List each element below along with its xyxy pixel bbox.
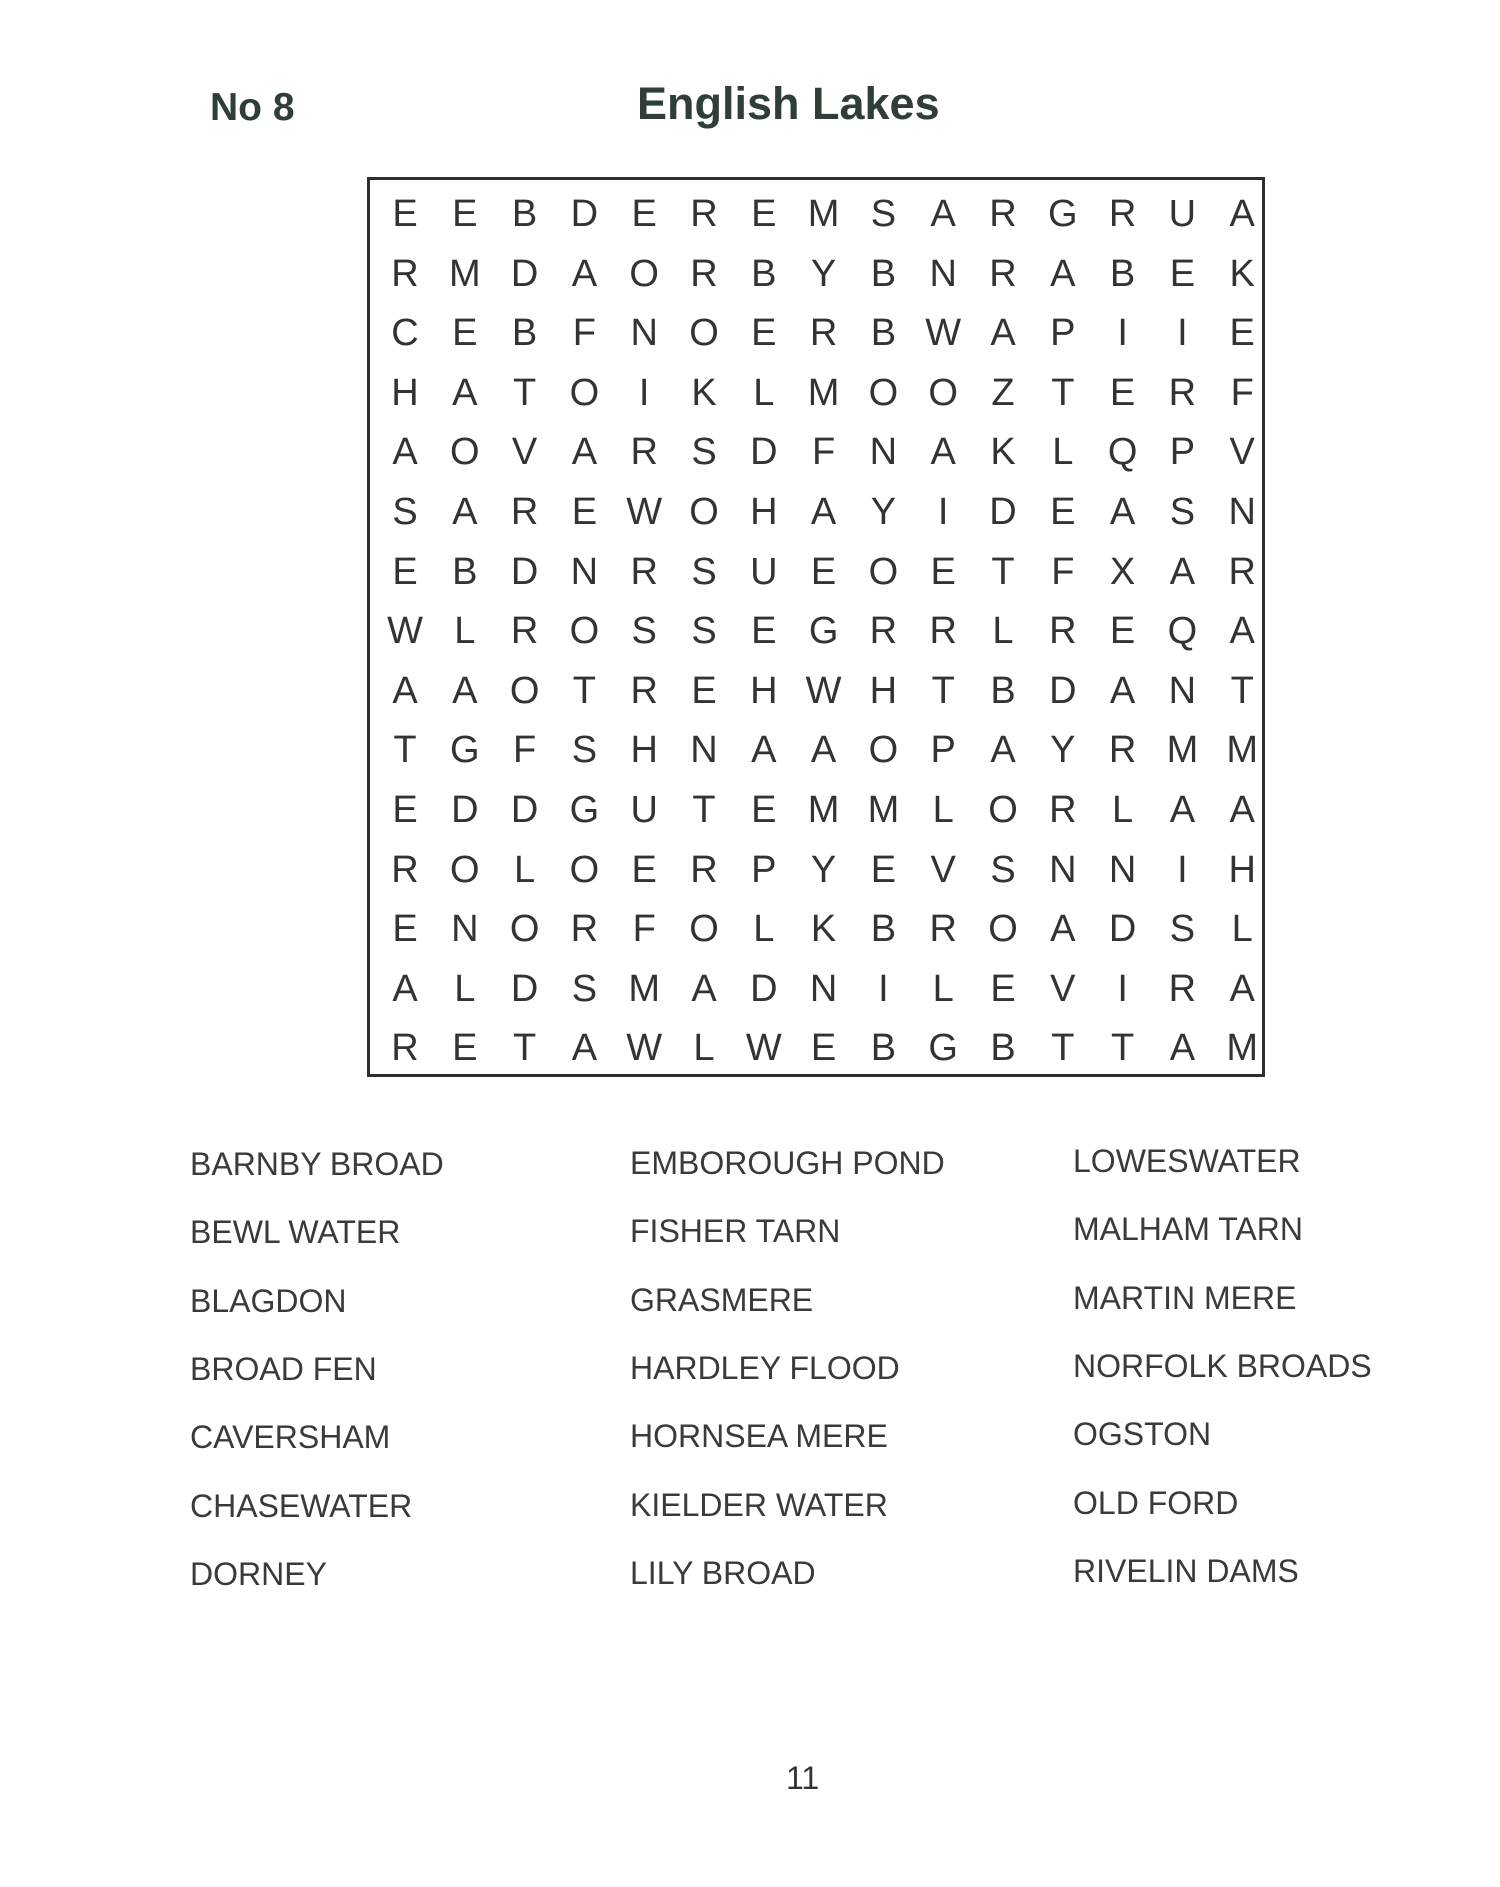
grid-letter[interactable]: O (689, 312, 719, 355)
grid-letter[interactable]: Z (991, 371, 1015, 414)
grid-letter[interactable]: W (925, 312, 962, 355)
grid-letter[interactable]: I (1117, 312, 1128, 355)
grid-letter[interactable]: R (1049, 789, 1077, 831)
grid-letter[interactable]: R (809, 312, 838, 355)
grid-letter[interactable]: Y (1050, 729, 1076, 772)
grid-letter[interactable]: N (1228, 491, 1256, 533)
grid-letter[interactable]: N (690, 729, 718, 772)
grid-letter[interactable]: S (631, 610, 657, 653)
grid-letter[interactable]: E (691, 669, 717, 712)
page-title: English Lakes (637, 78, 940, 129)
grid-row (370, 899, 1262, 959)
word-list-item: BEWL WATER (190, 1214, 401, 1251)
grid-letter[interactable]: S (691, 550, 717, 593)
grid-letter[interactable]: E (1169, 252, 1196, 295)
grid-letter[interactable]: G (450, 729, 480, 772)
grid-letter[interactable]: S (571, 967, 598, 1010)
grid-letter[interactable]: T (1051, 1027, 1075, 1070)
grid-letter[interactable]: H (1228, 848, 1256, 891)
grid-letter[interactable]: O (569, 371, 600, 414)
grid-row (370, 422, 1262, 482)
grid-letter[interactable]: D (510, 789, 539, 831)
grid-letter[interactable]: B (511, 312, 538, 355)
grid-letter[interactable]: E (930, 550, 956, 593)
grid-letter[interactable]: I (878, 967, 889, 1010)
grid-letter[interactable]: O (629, 252, 659, 295)
grid-letter[interactable]: L (693, 1027, 715, 1070)
grid-letter[interactable]: H (630, 729, 658, 772)
letter-grid (367, 177, 1265, 1077)
word-list-item: OGSTON (1073, 1416, 1212, 1453)
grid-letter[interactable]: A (452, 669, 478, 712)
grid-letter[interactable]: T (991, 550, 1015, 593)
word-list-item: HARDLEY FLOOD (630, 1349, 900, 1386)
grid-letter[interactable]: R (1049, 610, 1077, 653)
grid-letter[interactable]: A (691, 967, 717, 1010)
word-list-item: GRASMERE (630, 1281, 814, 1318)
grid-letter[interactable]: O (450, 431, 480, 474)
grid-letter[interactable]: G (808, 610, 839, 653)
grid-letter[interactable]: T (512, 371, 537, 414)
grid-row (370, 303, 1262, 363)
grid-letter[interactable]: R (989, 252, 1017, 295)
grid-letter[interactable]: V (1050, 967, 1076, 1010)
puzzle-number: No 8 (210, 86, 295, 129)
grid-letter[interactable]: M (807, 193, 840, 235)
grid-row (370, 840, 1262, 900)
word-list-item: CHASEWATER (190, 1487, 413, 1524)
grid-letter[interactable]: T (1230, 669, 1254, 712)
grid-letter[interactable]: P (751, 848, 777, 891)
grid-letter[interactable]: E (1109, 371, 1136, 414)
grid-letter[interactable]: T (1051, 371, 1075, 414)
grid-letter[interactable]: A (1109, 491, 1136, 533)
grid-letter[interactable]: T (572, 669, 596, 712)
grid-letter[interactable]: A (392, 967, 418, 1010)
grid-letter[interactable]: A (810, 491, 837, 533)
grid-letter[interactable]: A (990, 729, 1016, 772)
page-number: 11 (786, 1760, 820, 1796)
grid-letter[interactable]: A (1229, 967, 1255, 1010)
grid-row (370, 780, 1262, 840)
grid-letter[interactable]: N (929, 252, 957, 295)
grid-letter[interactable]: R (570, 908, 599, 951)
grid-letter[interactable]: O (988, 789, 1018, 831)
grid-letter[interactable]: L (992, 610, 1014, 653)
grid-letter[interactable]: S (691, 610, 717, 653)
grid-letter[interactable]: T (512, 1027, 537, 1070)
grid-letter[interactable]: K (691, 371, 717, 414)
grid-letter[interactable]: W (387, 610, 423, 653)
grid-letter[interactable]: K (990, 431, 1016, 474)
grid-letter[interactable]: E (1050, 491, 1076, 533)
grid-letter[interactable]: M (807, 371, 840, 414)
grid-letter[interactable]: L (1112, 789, 1134, 831)
grid-letter[interactable]: B (452, 550, 478, 593)
grid-letter[interactable]: S (571, 729, 598, 772)
grid-letter[interactable]: L (932, 789, 954, 831)
grid-letter[interactable]: R (1168, 967, 1197, 1010)
grid-letter[interactable]: Y (810, 252, 837, 295)
grid-letter[interactable]: B (990, 669, 1016, 712)
grid-letter[interactable]: D (510, 252, 539, 295)
word-list-item: NORFOLK BROADS (1073, 1347, 1372, 1384)
word-list-item: LOWESWATER (1073, 1143, 1301, 1179)
grid-row (370, 720, 1262, 780)
grid-letter[interactable]: V (930, 848, 956, 891)
grid-letter[interactable]: D (510, 967, 539, 1010)
grid-letter[interactable]: O (569, 848, 600, 891)
grid-letter[interactable]: L (1052, 431, 1074, 474)
grid-letter[interactable]: O (868, 550, 899, 593)
grid-letter[interactable]: D (750, 431, 778, 474)
word-list-item: HORNSEA MERE (630, 1418, 888, 1455)
grid-letter[interactable]: S (1169, 908, 1196, 951)
grid-letter[interactable]: L (1231, 908, 1253, 951)
grid-letter[interactable]: A (1229, 789, 1255, 831)
grid-letter[interactable]: A (751, 729, 777, 772)
word-list-item: OLD FORD (1073, 1484, 1239, 1521)
grid-letter[interactable]: R (989, 193, 1017, 235)
grid-letter[interactable]: A (1169, 1027, 1196, 1070)
grid-row (370, 363, 1262, 423)
grid-letter[interactable]: E (810, 550, 837, 593)
word-list-item: RIVELIN DAMS (1073, 1552, 1299, 1589)
grid-letter[interactable]: I (638, 371, 650, 414)
grid-letter[interactable]: A (1050, 252, 1076, 295)
grid-letter[interactable]: T (1110, 1027, 1135, 1070)
grid-letter[interactable]: W (805, 669, 842, 712)
grid-letter[interactable]: K (810, 908, 837, 951)
grid-letter[interactable]: R (391, 252, 419, 295)
word-list-item: BLAGDON (190, 1282, 347, 1319)
grid-letter[interactable]: A (571, 431, 598, 474)
grid-letter[interactable]: B (990, 1027, 1016, 1070)
grid-letter[interactable]: A (392, 431, 418, 474)
grid-letter[interactable]: O (450, 848, 480, 891)
grid-letter[interactable]: K (1229, 252, 1255, 295)
grid-letter[interactable]: R (1108, 193, 1137, 235)
grid-letter[interactable]: E (452, 312, 478, 355)
grid-letter[interactable]: S (990, 848, 1016, 891)
grid-letter[interactable]: M (867, 789, 900, 831)
grid-letter[interactable]: A (571, 252, 598, 295)
grid-letter[interactable]: R (690, 193, 718, 235)
grid-letter[interactable]: G (569, 789, 600, 831)
grid-letter[interactable]: R (630, 431, 658, 474)
grid-letter[interactable]: L (753, 371, 775, 414)
grid-row (370, 184, 1262, 244)
grid-letter[interactable]: A (1050, 908, 1076, 951)
grid-letter[interactable]: R (869, 610, 898, 653)
grid-letter[interactable]: P (930, 729, 956, 772)
grid-letter[interactable]: E (571, 491, 598, 533)
grid-letter[interactable]: U (630, 789, 658, 831)
grid-row (370, 542, 1262, 602)
grid-letter[interactable]: A (990, 312, 1016, 355)
grid-letter[interactable]: N (630, 312, 658, 355)
grid-letter[interactable]: D (1049, 669, 1077, 712)
word-list-item: MALHAM TARN (1073, 1211, 1303, 1248)
grid-letter[interactable]: F (632, 908, 656, 951)
grid-letter[interactable]: U (750, 550, 778, 593)
grid-letter[interactable]: A (1229, 193, 1255, 235)
grid-letter[interactable]: N (451, 908, 479, 951)
grid-letter[interactable]: H (750, 491, 778, 533)
grid-letter[interactable]: O (988, 908, 1018, 951)
grid-letter[interactable]: V (511, 431, 538, 474)
grid-letter[interactable]: A (810, 729, 837, 772)
grid-letter[interactable]: W (626, 1027, 663, 1070)
grid-letter[interactable]: E (392, 193, 418, 235)
grid-letter[interactable]: I (1117, 967, 1128, 1010)
grid-letter[interactable]: D (451, 789, 479, 831)
grid-letter[interactable]: O (509, 669, 540, 712)
grid-letter[interactable]: N (1049, 848, 1077, 891)
grid-letter[interactable]: E (392, 908, 418, 951)
grid-letter[interactable]: T (393, 729, 417, 772)
grid-row (370, 959, 1262, 1019)
grid-letter[interactable]: T (931, 669, 955, 712)
grid-letter[interactable]: H (391, 371, 419, 414)
grid-letter[interactable]: R (690, 848, 718, 891)
grid-letter[interactable]: O (868, 729, 899, 772)
grid-letter[interactable]: R (1168, 371, 1197, 414)
grid-letter[interactable]: A (452, 371, 478, 414)
grid-letter[interactable]: Q (1107, 431, 1138, 474)
grid-letter[interactable]: M (628, 967, 661, 1010)
grid-letter[interactable]: R (690, 252, 718, 295)
grid-letter[interactable]: O (689, 908, 719, 951)
grid-letter[interactable]: R (929, 908, 957, 951)
grid-letter[interactable]: E (1229, 312, 1255, 355)
grid-letter[interactable]: O (868, 371, 899, 414)
grid-letter[interactable]: I (937, 491, 949, 533)
grid-letter[interactable]: F (1051, 550, 1075, 593)
grid-letter[interactable]: E (631, 848, 657, 891)
grid-letter[interactable]: P (1050, 312, 1076, 355)
word-list-item: MARTIN MERE (1073, 1279, 1297, 1316)
grid-letter[interactable]: L (514, 848, 536, 891)
grid-letter[interactable]: V (1229, 431, 1255, 474)
grid-letter[interactable]: Q (1167, 610, 1198, 653)
grid-letter[interactable]: R (391, 848, 419, 891)
grid-letter[interactable]: M (1166, 729, 1199, 772)
grid-letter[interactable]: E (631, 193, 657, 235)
grid-letter[interactable]: F (572, 312, 596, 355)
grid-letter[interactable]: A (930, 431, 956, 474)
grid-letter[interactable]: F (512, 729, 537, 772)
grid-letter[interactable]: E (870, 848, 897, 891)
grid-letter[interactable]: E (810, 1027, 837, 1070)
grid-letter[interactable]: O (928, 371, 958, 414)
grid-letter[interactable]: N (809, 967, 838, 1010)
grid-row (370, 244, 1262, 304)
grid-letter[interactable]: O (509, 908, 540, 951)
grid-letter[interactable]: A (1229, 610, 1255, 653)
grid-letter[interactable]: W (745, 1027, 782, 1070)
grid-letter[interactable]: R (1108, 729, 1137, 772)
grid-letter[interactable]: D (510, 550, 539, 593)
grid-letter[interactable]: D (1108, 908, 1137, 951)
grid-letter[interactable]: N (1168, 669, 1197, 712)
grid-letter[interactable]: B (870, 908, 897, 951)
grid-row (370, 601, 1262, 661)
grid-letter[interactable]: E (990, 967, 1016, 1010)
grid-letter[interactable]: E (452, 1027, 478, 1070)
grid-letter[interactable]: N (869, 431, 898, 474)
grid-letter[interactable]: I (1177, 848, 1188, 891)
word-list-item: KIELDER WATER (630, 1486, 888, 1523)
grid-letter[interactable]: X (1109, 550, 1136, 593)
grid-letter[interactable]: R (630, 550, 658, 593)
grid-letter[interactable]: A (392, 669, 418, 712)
grid-letter[interactable]: D (989, 491, 1017, 533)
grid-letter[interactable]: F (811, 431, 836, 474)
grid-letter[interactable]: S (870, 193, 897, 235)
grid-letter[interactable]: S (691, 431, 717, 474)
grid-letter[interactable]: W (626, 491, 663, 533)
word-list-item: DORNEY (190, 1555, 327, 1592)
grid-letter[interactable]: A (1169, 789, 1196, 831)
word-list-item: EMBOROUGH POND (630, 1145, 945, 1181)
grid-letter[interactable]: E (1109, 610, 1136, 653)
grid-letter[interactable]: T (692, 789, 716, 831)
grid-letter[interactable]: N (570, 550, 599, 593)
grid-letter[interactable]: A (930, 193, 956, 235)
grid-letter[interactable]: A (452, 491, 478, 533)
grid-letter[interactable]: B (870, 312, 897, 355)
grid-letter[interactable]: B (511, 193, 538, 235)
word-list-item: BROAD FEN (190, 1350, 377, 1387)
grid-letter[interactable]: R (1228, 550, 1256, 593)
grid-letter[interactable]: B (870, 1027, 897, 1070)
grid-letter[interactable]: B (751, 252, 777, 295)
grid-letter[interactable]: M (448, 252, 481, 295)
grid-letter[interactable]: E (751, 610, 777, 653)
grid-letter[interactable]: L (753, 908, 775, 951)
grid-letter[interactable]: E (751, 193, 777, 235)
grid-letter[interactable]: R (630, 669, 658, 712)
grid-letter[interactable]: G (928, 1027, 958, 1070)
word-list-item: CAVERSHAM (190, 1419, 391, 1456)
grid-letter[interactable]: S (392, 491, 418, 533)
grid-letter[interactable]: E (751, 789, 777, 831)
grid-letter[interactable]: D (750, 967, 778, 1010)
grid-letter[interactable]: U (1168, 193, 1197, 235)
word-list-item: FISHER TARN (630, 1213, 841, 1250)
grid-letter[interactable]: H (869, 669, 898, 712)
grid-letter[interactable]: B (1109, 252, 1136, 295)
grid-letter[interactable]: Y (810, 848, 837, 891)
grid-row (370, 482, 1262, 542)
grid-row (370, 1018, 1262, 1078)
word-list-item: LILY BROAD (630, 1554, 816, 1591)
grid-letter[interactable]: R (391, 1027, 419, 1070)
grid-letter[interactable]: R (929, 610, 957, 653)
grid-letter[interactable]: M (807, 789, 840, 831)
grid-letter[interactable]: E (452, 193, 478, 235)
grid-letter[interactable]: L (454, 610, 476, 653)
grid-letter[interactable]: M (1226, 1027, 1259, 1070)
grid-letter[interactable]: L (454, 967, 476, 1010)
grid-row (370, 661, 1262, 721)
grid-letter[interactable]: A (1109, 669, 1136, 712)
grid-letter[interactable]: M (1226, 729, 1259, 772)
grid-letter[interactable]: Y (870, 491, 897, 533)
grid-letter[interactable]: N (1108, 848, 1137, 891)
grid-letter[interactable]: D (570, 193, 599, 235)
grid-letter[interactable]: B (870, 252, 897, 295)
grid-letter[interactable]: R (510, 491, 539, 533)
grid-letter[interactable]: P (1169, 431, 1196, 474)
grid-letter[interactable]: O (569, 610, 600, 653)
grid-letter[interactable]: I (1177, 312, 1188, 355)
grid-letter[interactable]: E (751, 312, 777, 355)
grid-letter[interactable]: F (1230, 371, 1254, 414)
grid-letter[interactable]: S (1169, 491, 1196, 533)
grid-letter[interactable]: A (1169, 550, 1196, 593)
grid-letter[interactable]: L (932, 967, 954, 1010)
grid-letter[interactable]: O (689, 491, 719, 533)
grid-letter[interactable]: A (571, 1027, 598, 1070)
grid-letter[interactable]: E (392, 550, 418, 593)
word-list-item: BARNBY BROAD (190, 1146, 444, 1182)
grid-letter[interactable]: E (392, 789, 418, 831)
grid-letter[interactable]: H (750, 669, 778, 712)
grid-letter[interactable]: R (510, 610, 539, 653)
grid-letter[interactable]: C (391, 312, 419, 355)
grid-letter[interactable]: G (1048, 193, 1078, 235)
